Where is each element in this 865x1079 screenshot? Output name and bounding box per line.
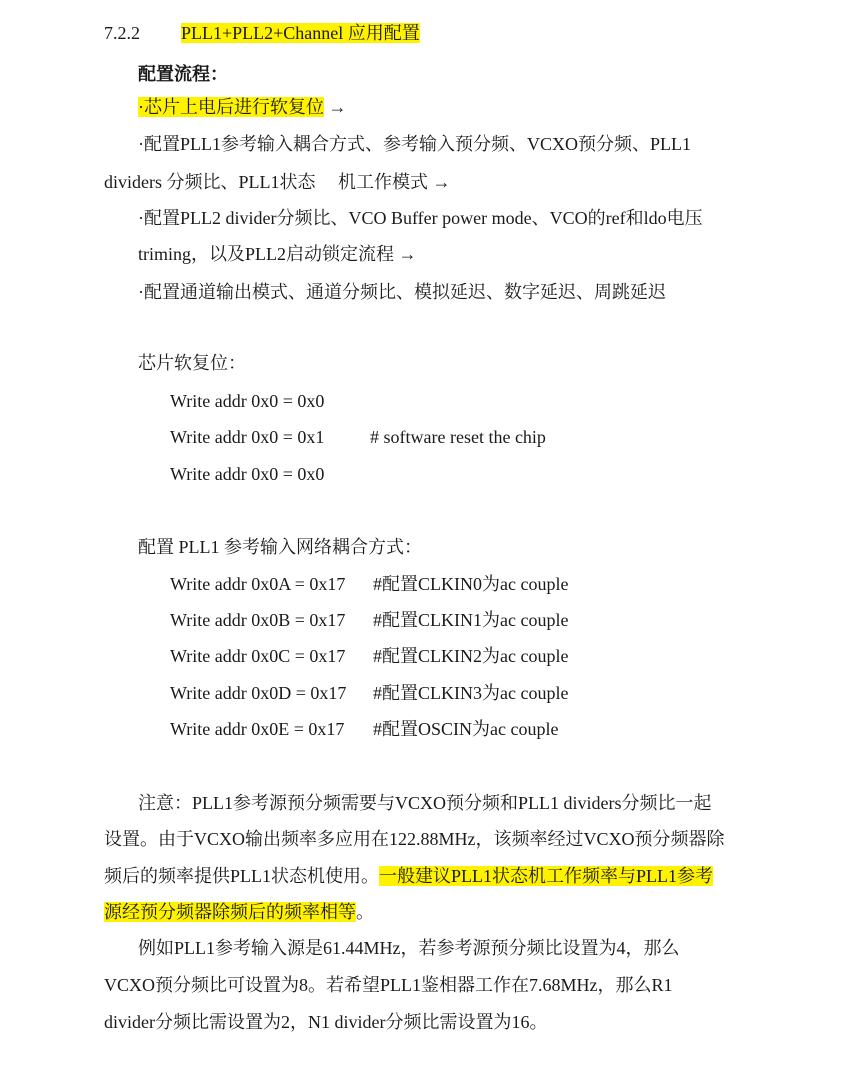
note-line-4 [104, 901, 374, 923]
code-line [170, 645, 568, 667]
code-text: Write addr 0x0 = 0x0 [170, 464, 325, 484]
code-line [170, 463, 324, 485]
code-comment: #配置CLKIN2为ac couple [373, 646, 569, 666]
code-comment: #配置CLKIN0为ac couple [373, 574, 569, 594]
code-text: Write addr 0x0A = 0x17 [170, 574, 346, 594]
code-text: Write addr 0x0 = 0x1 [170, 427, 325, 447]
flow-step-1-text: ·芯片上电后进行软复位 [138, 97, 324, 117]
code-comment: # software reset the chip [370, 427, 546, 447]
code-text: Write addr 0x0B = 0x17 [170, 610, 346, 630]
pll1-coupling-heading: 配置 PLL1 参考输入网络耦合方式： [138, 537, 422, 557]
note-line-3-plain: 频后的频率提供PLL1状态机使用。 [104, 866, 379, 886]
note-line-1: 注意：PLL1参考源预分频需要与VCXO预分频和PLL1 dividers分频比一起 [138, 793, 712, 813]
section-title [181, 22, 420, 44]
code-text: Write addr 0x0 = 0x0 [170, 391, 325, 411]
code-text: Write addr 0x0C = 0x17 [170, 646, 346, 666]
example-line-1: 例如PLL1参考输入源是61.44MHz，若参考源预分频比设置为4，那么 [138, 938, 680, 958]
code-line [170, 718, 558, 740]
note-highlight: 源经预分频器除频后的频率相等 [104, 902, 356, 922]
code-comment: #配置CLKIN1为ac couple [373, 610, 569, 630]
flow-step-3-line-2: triming，以及PLL2启动锁定流程 → [138, 244, 417, 264]
code-line [170, 609, 568, 631]
flow-step-1-arrow: → [324, 97, 347, 117]
example-line-3: divider分频比需设置为2，N1 divider分频比需设置为16。 [104, 1012, 548, 1032]
flow-step-2-line-1: ·配置PLL1参考输入耦合方式、参考输入预分频、VCXO预分频、PLL1 [138, 134, 691, 154]
example-line-2: VCXO预分频比可设置为8。若希望PLL1鉴相器工作在7.68MHz，那么R1 [104, 975, 673, 995]
code-line [170, 682, 568, 704]
code-text: Write addr 0x0D = 0x17 [170, 683, 347, 703]
section-number: 7.2.2 [104, 23, 140, 43]
code-comment: #配置OSCIN为ac couple [373, 719, 559, 739]
flow-step-2-line-2: dividers 分频比、PLL1状态 机工作模式 → [104, 172, 451, 192]
code-line [170, 426, 546, 448]
soft-reset-heading: 芯片软复位： [138, 353, 246, 373]
flow-heading: 配置流程： [138, 64, 228, 84]
note-line-2: 设置。由于VCXO输出频率多应用在122.88MHz，该频率经过VCXO预分频器除 [104, 829, 725, 849]
note-highlight: 一般建议PLL1状态机工作频率与PLL1参考 [379, 866, 714, 886]
note-line-4-plain: 。 [356, 902, 374, 922]
note-line-3 [104, 865, 713, 887]
code-line [170, 390, 324, 412]
code-line [170, 573, 568, 595]
flow-step-3-line-1: ·配置PLL2 divider分频比、VCO Buffer power mode、VCO的ref和ldo电压 [138, 208, 703, 228]
section-title-text: PLL1+PLL2+Channel 应用配置 [181, 23, 420, 43]
flow-step-1 [138, 96, 347, 118]
code-comment: #配置CLKIN3为ac couple [373, 683, 569, 703]
code-text: Write addr 0x0E = 0x17 [170, 719, 345, 739]
flow-step-4: ·配置通道输出模式、通道分频比、模拟延迟、数字延迟、周跳延迟 [138, 282, 666, 302]
